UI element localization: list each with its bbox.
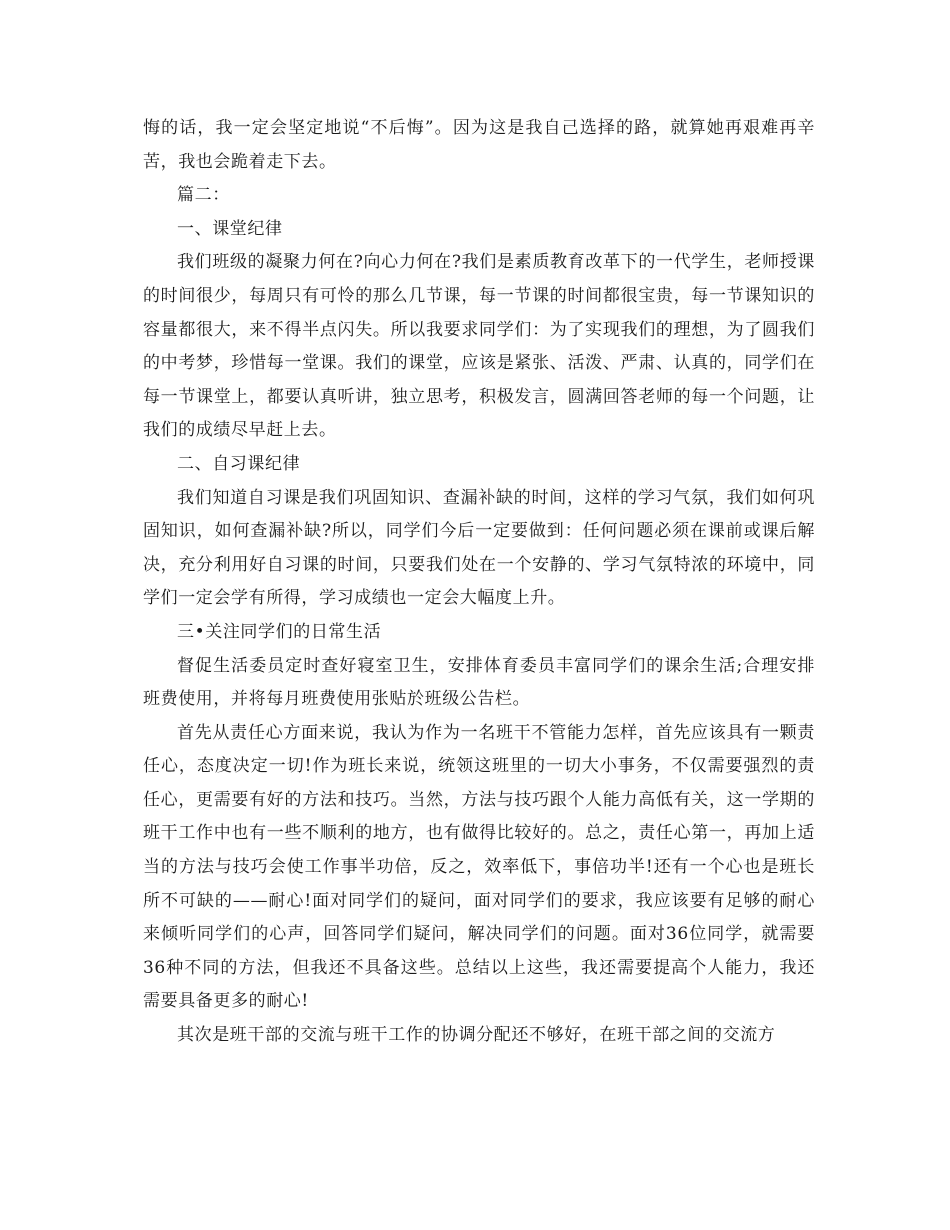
subheading-self-study-discipline: 二、自习课纪律 bbox=[177, 453, 301, 474]
paragraph-classroom-discipline: 我们班级的凝聚力何在?向心力何在?我们是素质教育改革下的一代学生，老师授课的时间很少，每周只有可怜的那么几节课，每一节课的时间都很宝贵，每一节课知识的容量都很大，来不得半点闪失。所以我要求同学们：为了实现我们的理想，为了圆我们的中考梦，珍惜每一堂课。我们的课堂，应该是紧张、活泼、严肃、认真的，同学们在每一节课堂上，都要认真听讲，独立思考，积极发言，圆满回答老师的每一个问题，让我们的成绩尽早赶上去。 bbox=[143, 252, 815, 441]
paragraph-self-study-discipline: 我们知道自习课是我们巩固知识、查漏补缺的时间，这样的学习气氛，我们如何巩固知识，如何查漏补缺?所以，同学们今后一定要做到：任何问题必须在课前或课后解决，充分利用好自习课的时间，只要我们处在一个安静的、学习气氛特浓的环境中，同学们一定会学有所得，学习成绩也一定会大幅度上升。 bbox=[143, 487, 815, 609]
paragraph-continuation: 悔的话，我一定会坚定地说“不后悔”。因为这是我自己选择的路，就算她再艰难再辛苦，我也会跪着走下去。 bbox=[143, 118, 815, 172]
section-heading-part-two: 篇二： bbox=[177, 185, 230, 206]
document-page bbox=[143, 112, 815, 1053]
subheading-classroom-discipline: 一、课堂纪律 bbox=[177, 218, 283, 239]
subheading-daily-life: 三•关注同学们的日常生活 bbox=[177, 621, 382, 642]
paragraph-daily-life: 督促生活委员定时查好寝室卫生，安排体育委员丰富同学们的课余生活;合理安排班费使用，并将每月班费使用张贴於班级公告栏。 bbox=[143, 655, 815, 710]
paragraph-communication: 其次是班干部的交流与班干工作的协调分配还不够好，在班干部之间的交流方 bbox=[177, 1025, 776, 1046]
paragraph-responsibility: 首先从责任心方面来说，我认为作为一名班干不管能力怎样，首先应该具有一颗责任心，态度决定一切!作为班长来说，统领这班里的一切大小事务，不仅需要强烈的责任心，更需要有好的方法和技巧。当然，方法与技巧跟个人能力高低有关，这一学期的班干工作中也有一些不顺利的地方，也有做得比较好的。总之，责任心第一，再加上适当的方法与技巧会使工作事半功倍，反之，效率低下，事倍功半!还有一个心也是班长所不可缺的——耐心!面对同学们的疑问，面对同学们的要求，我应该要有足够的耐心来倾听同学们的心声，回答同学们疑问，解决同学们的问题。面对36位同学，就需要36种不同的方法，但我还不具备这些。总结以上这些，我还需要提高个人能力，我还需要具备更多的耐心! bbox=[143, 722, 815, 1012]
